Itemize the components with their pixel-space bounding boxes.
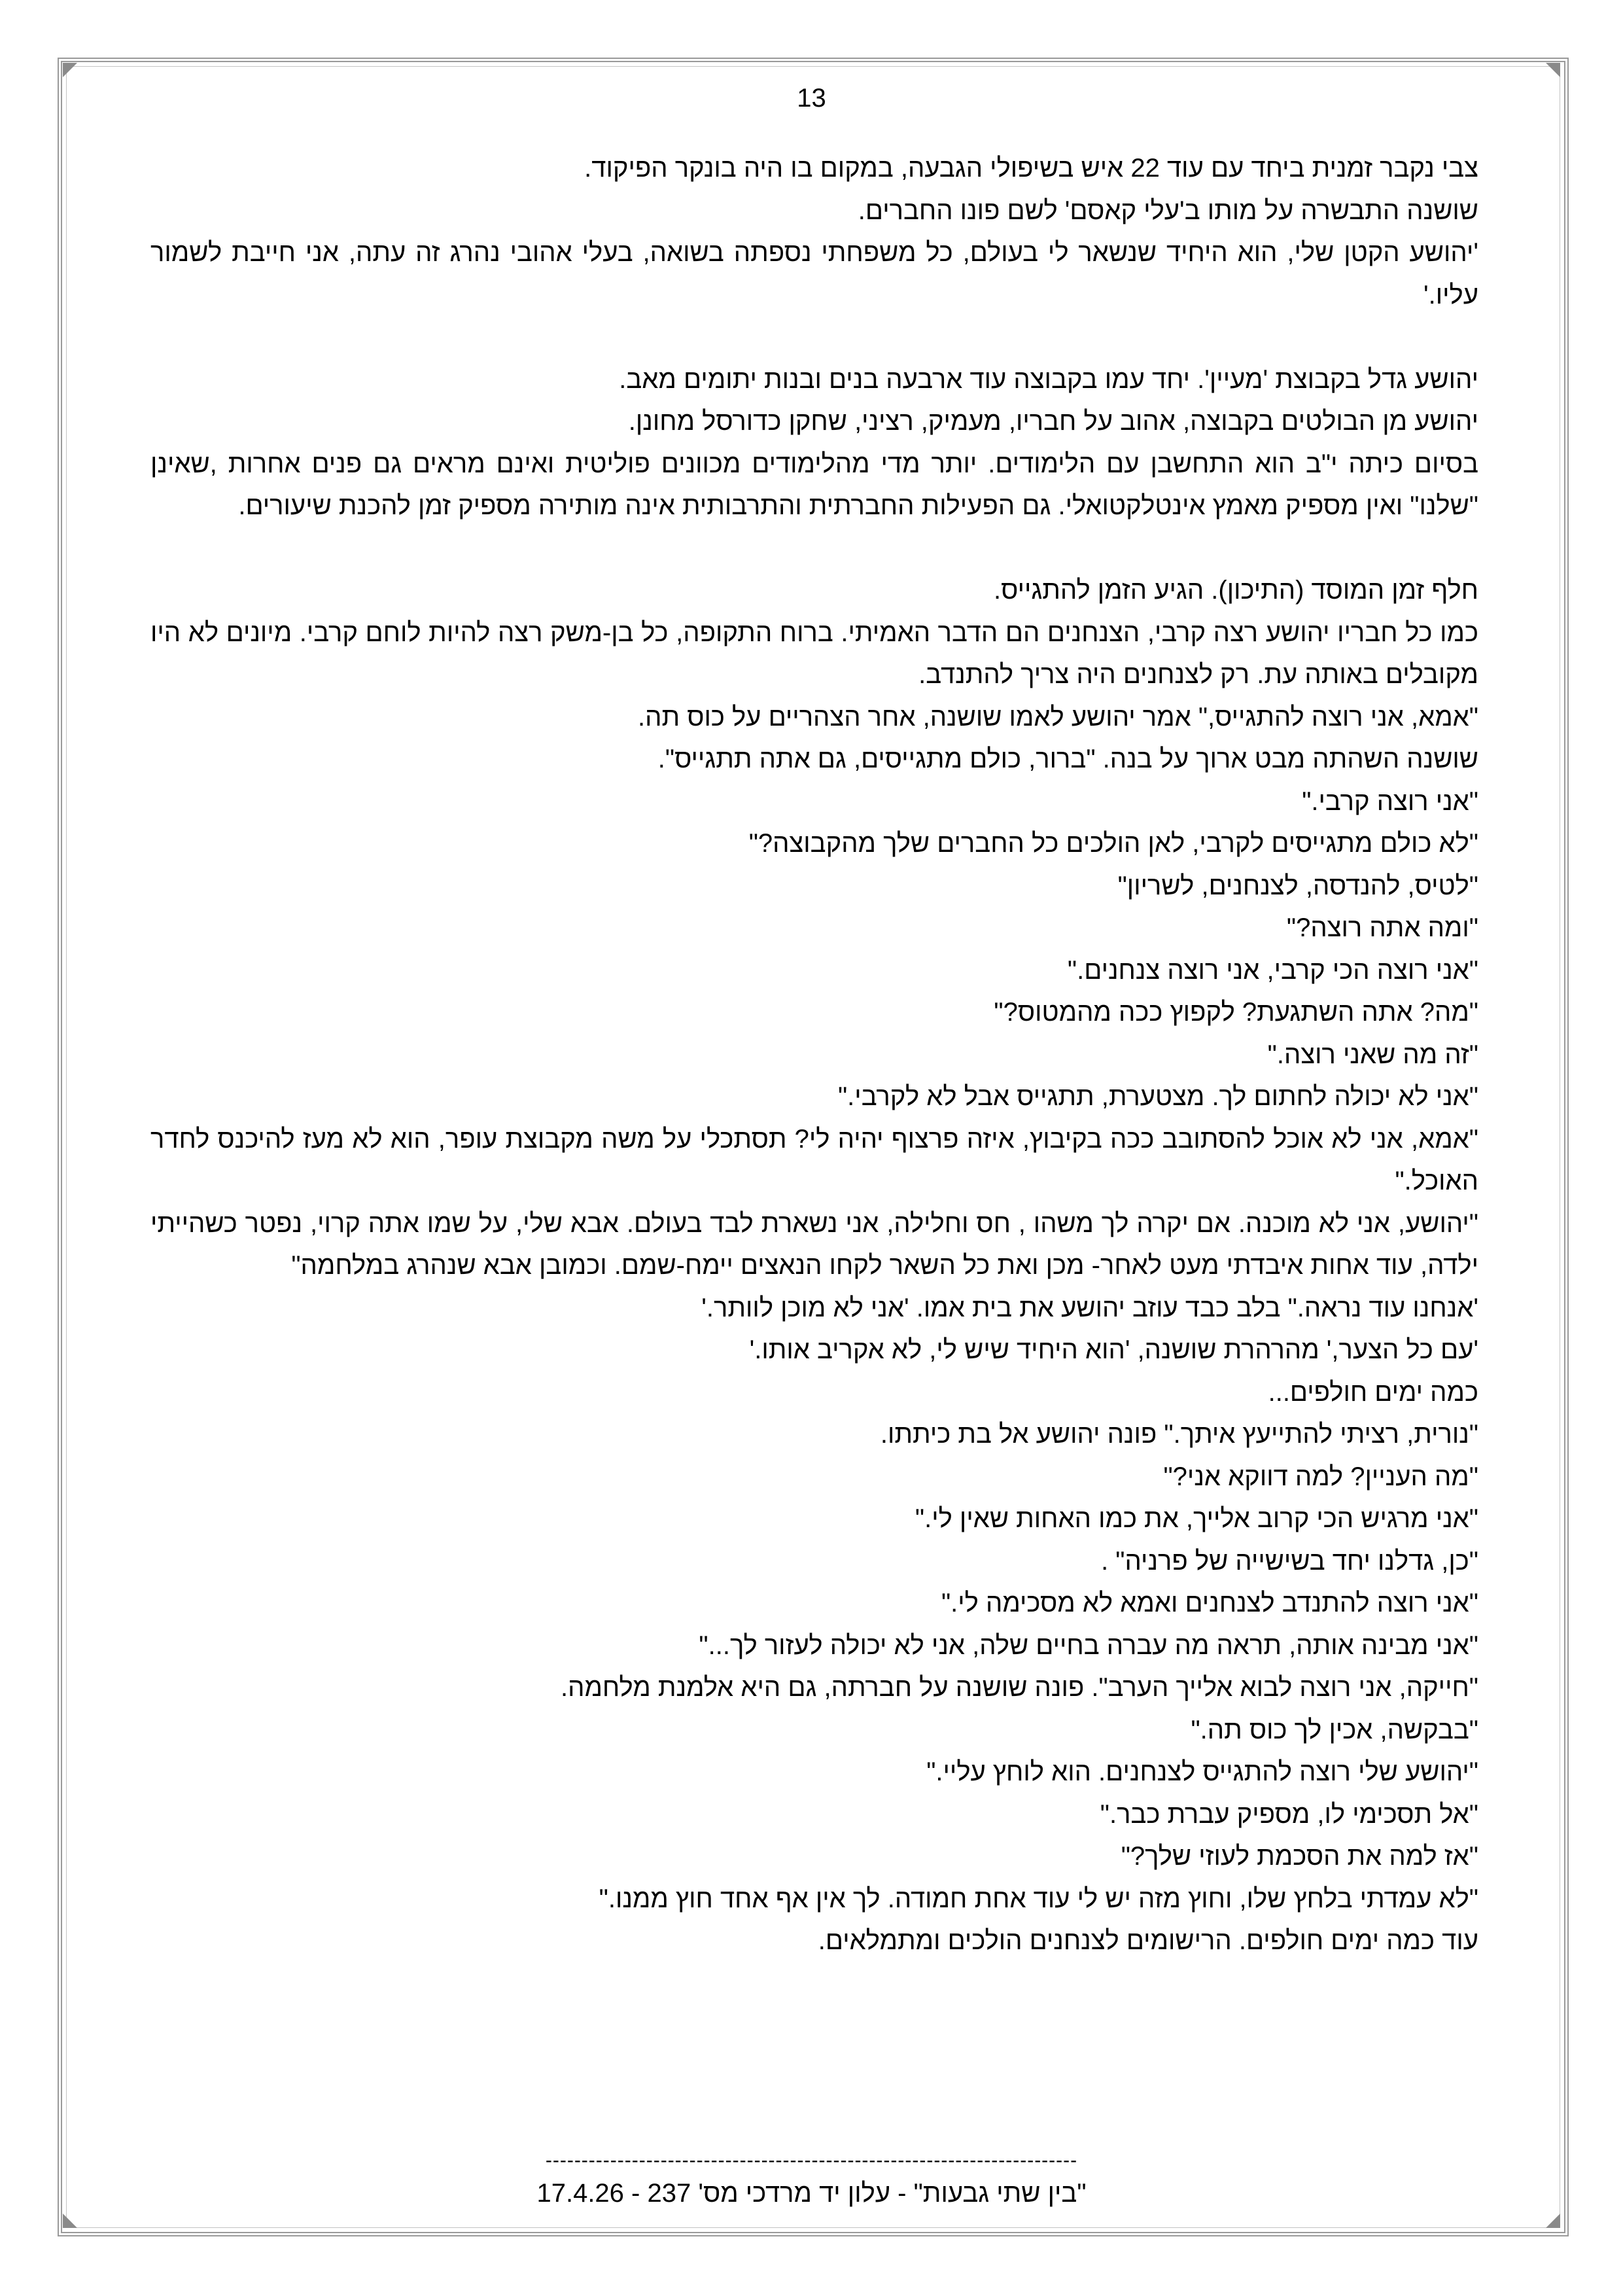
paragraph: "יהושע, אני לא מוכנה. אם יקרה לך משהו , חס וחלילה, אני נשארת לבד בעולם. אבא שלי, על שמו אתה קרוי, נפטר כשהייתי ילדה, עוד אחות איבדתי מעט לאחר- מכן ואת כל השאר לקחו הנאצים יימח-שמם. וכמובן אבא שנהרג במלחמה" — [150, 1209, 1478, 1280]
paragraph: בסיום כיתה י"ב הוא התחשבן עם הלימודים. יותר מדי מהלימודים מכוונים פוליטית ואינם מראים גם פנים אחרות ,שאינן "שלנו" ואין מספיק מאמץ אינטלקטואלי. גם הפעילות החברתית והתרבותית אינה מותירה מספיק זמן להכנת שיעורים. — [150, 449, 1478, 520]
paragraph: כמו כל חבריו יהושע רצה קרבי, הצנחנים הם הדבר האמיתי. ברוח התקופה, כל בן-משק רצה להיות לוחם קרבי. מיונים לא היו מקובלים באותה עת. רק לצנחנים היה צריך להתנדב. — [150, 618, 1478, 689]
paragraph: "אני מבינה אותה, תראה מה עברה בחיים שלה, אני לא יכולה לעזור לך..." — [699, 1631, 1478, 1660]
paragraph: "יהושע שלי רוצה להתגייס לצנחנים. הוא לוחץ עליי." — [926, 1757, 1478, 1786]
paragraph: "אמא, אני לא אוכל להסתובב ככה בקיבוץ, איזה פרצוף יהיה לי? תסתכלי על משה מקבוצת עופר, הוא לא מעז להיכנס לחדר האוכל." — [150, 1124, 1478, 1195]
paragraph: "לטיס, להנדסה, לצנחנים, לשריון" — [1117, 871, 1478, 900]
corner-ornament-bottom-left — [63, 2214, 77, 2228]
paragraph: יהושע גדל בקבוצת 'מעיין'. יחד עמו בקבוצה עוד ארבעה בנים ובנות יתומים מאב. — [619, 364, 1478, 394]
paragraph: 'אנחנו עוד נראה." בלב כבד עוזב יהושע את בית אמו. 'אני לא מוכן לוותר.' — [701, 1293, 1478, 1322]
paragraph: "בבקשה, אכין לך כוס תה." — [1191, 1715, 1478, 1744]
paragraph: 'יהושע הקטן שלי, הוא היחיד שנשאר לי בעולם, כל משפחתי נספתה בשואה, בעלי אהובי נהרג זה עתה, אני חייבת לשמור עליו.' — [150, 238, 1478, 309]
paragraph: "אני לא יכולה לחתום לך. מצטערת, תתגייס אבל לא לקרבי." — [837, 1082, 1478, 1111]
paragraph: צבי נקבר זמנית ביחד עם עוד 22 איש בשיפולי הגבעה, במקום בו היה בונקר הפיקוד. — [584, 154, 1478, 183]
paragraph: חלף זמן המוסד (התיכון). הגיע הזמן להתגייס. — [994, 576, 1478, 605]
paragraph: עוד כמה ימים חולפים. הרישומים לצנחנים הולכים ומתמלאים. — [818, 1926, 1478, 1955]
page-number: 13 — [797, 84, 826, 113]
paragraph: "לא עמדתי בלחץ שלו, וחוץ מזה יש לי עוד אחת חמודה. לך אין אף אחד חוץ ממנו." — [599, 1884, 1478, 1913]
corner-ornament-top-right — [1546, 63, 1560, 77]
paragraph: "חייקה, אני רוצה לבוא אלייך הערב". פונה שושנה על חברתה, גם היא אלמנת מלחמה. — [560, 1673, 1478, 1702]
paragraph: 'עם כל הצער,' מהרהרת שושנה, 'הוא היחיד שיש לי, לא אקריב אותו.' — [749, 1335, 1478, 1364]
paragraph: "אל תסכימי לו, מספיק עברת כבר." — [1100, 1799, 1478, 1829]
paragraph-spacer — [150, 527, 1478, 570]
paragraph: כמה ימים חולפים... — [1268, 1377, 1478, 1407]
paragraph: "אז למה את הסכמת לעוזי שלך?" — [1121, 1842, 1478, 1871]
paragraph: "אני רוצה הכי קרבי, אני רוצה צנחנים." — [1067, 955, 1478, 985]
paragraph: יהושע מן הבולטים בקבוצה, אהוב על חבריו, מעמיק, רציני, שחקן כדורסל מחונן. — [628, 407, 1478, 436]
paragraph: "נורית, רציתי להתייעץ איתך." פונה יהושע אל בת כיתתו. — [880, 1420, 1478, 1449]
paragraph: שושנה התבשרה על מותו ב'עלי קאסם' לשם פונו החברים. — [858, 196, 1478, 225]
paragraph: "מה העניין? למה דווקא אני?" — [1163, 1462, 1478, 1491]
paragraph: "אני רוצה קרבי." — [1302, 786, 1478, 816]
paragraph: "אמא, אני רוצה להתגייס," אמר יהושע לאמו שושנה, אחר הצהריים על כוס תה. — [638, 702, 1478, 732]
paragraph: "אני מרגיש הכי קרוב אלייך, את כמו האחות שאין לי." — [915, 1504, 1478, 1533]
paragraph: "ומה אתה רוצה?" — [1286, 913, 1478, 942]
article-body — [150, 147, 1478, 1962]
paragraph: שושנה השהתה מבט ארוך על בנה. "ברור, כולם מתגייסים, גם אתה תתגייס". — [657, 745, 1478, 773]
corner-ornament-bottom-right — [1546, 2214, 1560, 2228]
paragraph: "מה? אתה השתגעת? לקפוץ ככה מהמטוס?" — [994, 998, 1478, 1027]
corner-ornament-top-left — [63, 63, 77, 77]
paragraph: "כן, גדלנו יחד בשישייה של פרניה" . — [1101, 1546, 1478, 1576]
footer-publication-line: "בין שתי גבעות" - עלון יד מרדכי מס' 237 - 17.4.26 — [536, 2179, 1087, 2208]
paragraph-spacer — [150, 316, 1478, 359]
paragraph: "לא כולם מתגייסים לקרבי, לאן הולכים כל החברים שלך מהקבוצה?" — [748, 829, 1478, 858]
paragraph: "זה מה שאני רוצה." — [1267, 1040, 1478, 1069]
paragraph: "אני רוצה להתנדב לצנחנים ואמא לא מסכימה לי." — [941, 1589, 1478, 1617]
footer-separator: -------------------------------------------------------------------------- — [545, 2149, 1078, 2171]
